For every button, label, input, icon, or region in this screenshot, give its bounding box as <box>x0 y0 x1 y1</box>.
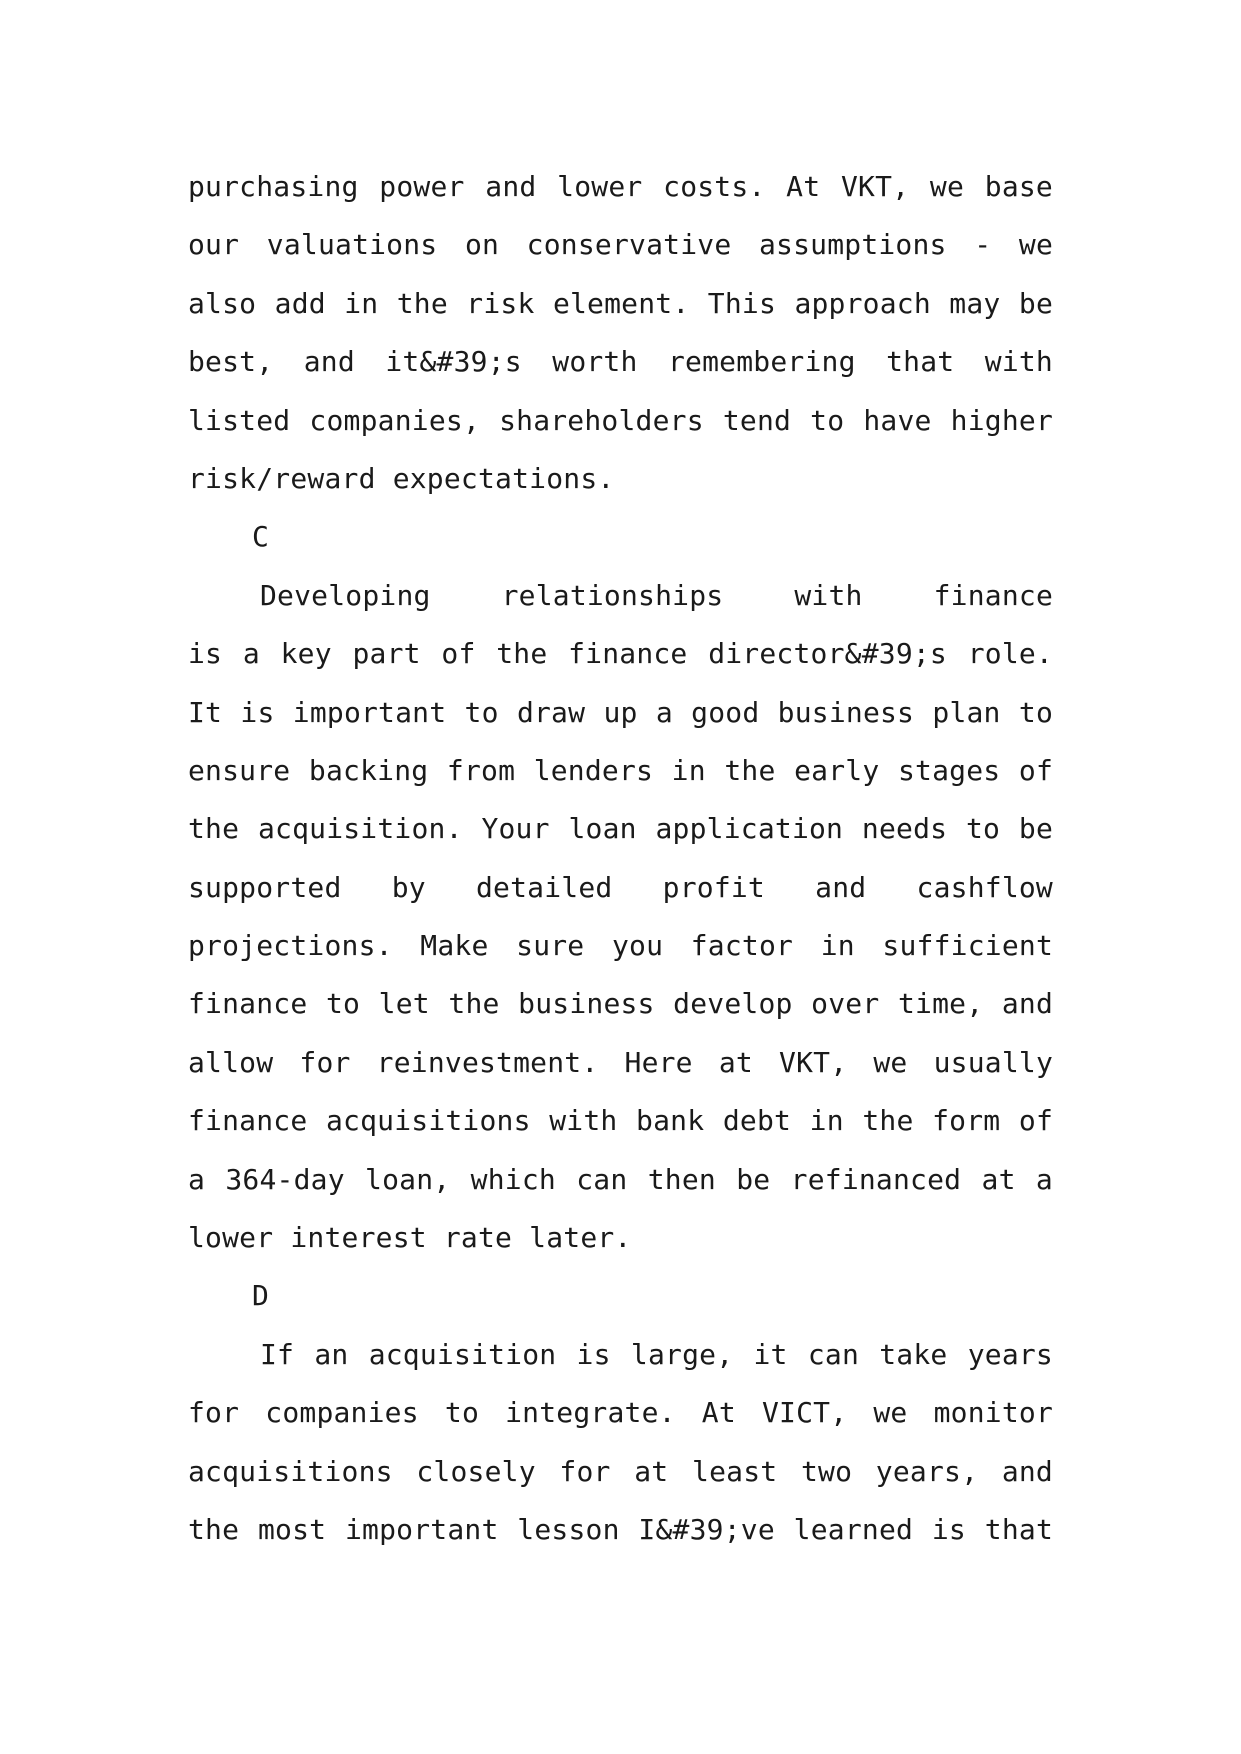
document-body <box>188 158 1053 1559</box>
paragraph-line: allow for reinvestment. Here at VKT, we usually <box>188 1045 1053 1079</box>
paragraph-line: projections. Make sure you factor in sufficient <box>188 929 1053 963</box>
paragraph-line: the acquisition. Your loan application needs to be <box>188 812 1053 846</box>
paragraph-line: finance acquisitions with bank debt in the form of <box>188 1104 1053 1138</box>
paragraph-line: supported by detailed profit and cashflow <box>188 870 1053 904</box>
paragraph-line: It is important to draw up a good business plan to <box>188 695 1053 729</box>
paragraph-line: risk/reward expectations. <box>188 461 615 495</box>
paragraph-line: finance to let the business develop over time, and <box>188 987 1053 1021</box>
paragraph-line: also add in the risk element. This approach may be <box>188 286 1053 320</box>
section-label-c: C <box>252 520 270 554</box>
paragraph-line: our valuations on conservative assumptions - we <box>188 228 1053 262</box>
paragraph-line: Developing relationships with finance <box>260 578 1053 612</box>
paragraph-line: acquisitions closely for at least two years, and <box>188 1454 1053 1488</box>
paragraph-line: best, and it&#39;s worth remembering that with <box>188 345 1053 379</box>
paragraph-line: is a key part of the finance director&#39;s role. <box>188 637 1053 671</box>
paragraph-line: lower interest rate later. <box>188 1221 632 1255</box>
paragraph-line: for companies to integrate. At VICT, we monitor <box>188 1396 1053 1430</box>
paragraph-line: a 364-day loan, which can then be refinanced at a <box>188 1162 1053 1196</box>
section-label-d: D <box>252 1279 270 1313</box>
paragraph-line: purchasing power and lower costs. At VKT, we base <box>188 170 1053 203</box>
paragraph-line: If an acquisition is large, it can take years <box>260 1337 1053 1371</box>
paragraph-line: the most important lesson I&#39;ve learned is that <box>188 1512 1053 1546</box>
paragraph-line: listed companies, shareholders tend to have higher <box>188 403 1053 437</box>
paragraph-line: ensure backing from lenders in the early stages of <box>188 753 1053 787</box>
